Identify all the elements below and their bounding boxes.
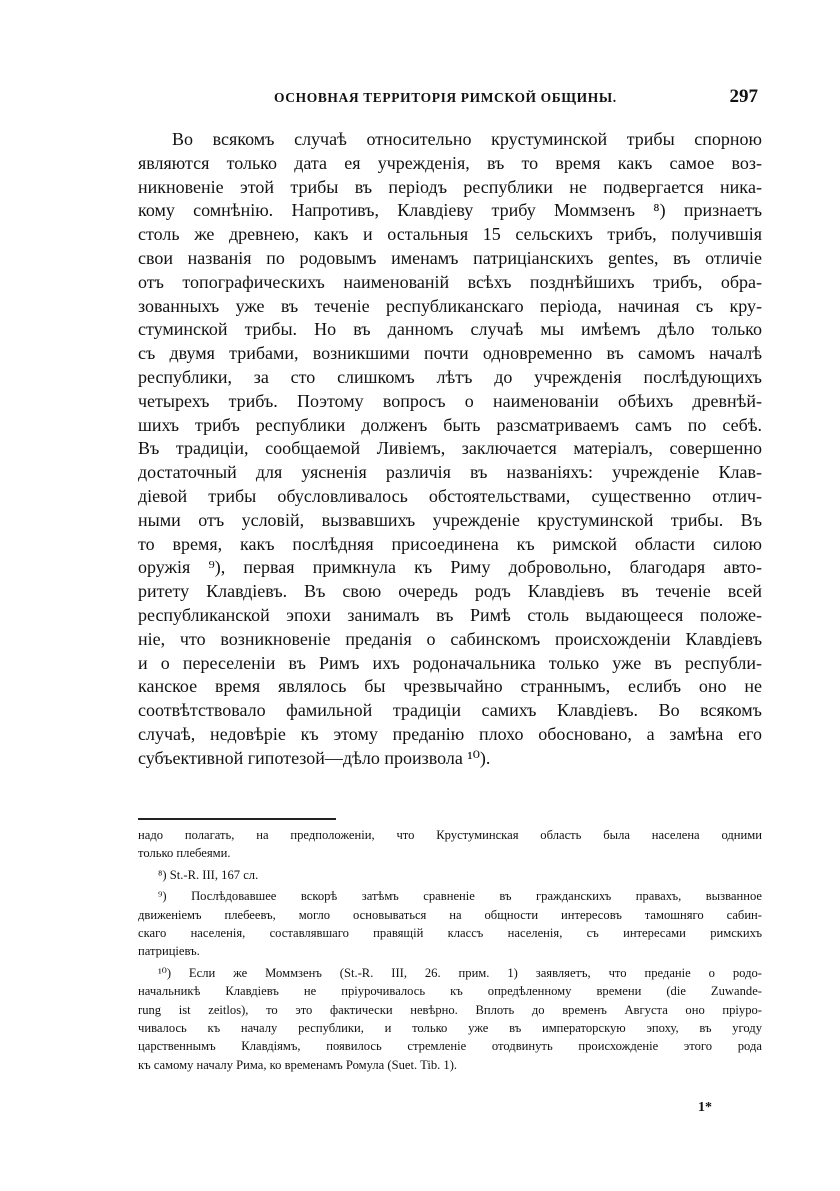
footnotes-block — [138, 826, 762, 1074]
body-line: канское время являлось бы чрезвычайно страннымъ, еслибъ оно не — [138, 676, 762, 697]
running-title: ОСНОВНАЯ ТЕРРИТОРІЯ РИМСКОЙ ОБЩИНЫ. — [274, 90, 617, 105]
footnote-9: ⁹) Послѣдовавшее вскорѣ затѣмъ сравненіе въ гражданскихъ правахъ, вызванное — [158, 889, 762, 904]
body-line: оружія ⁹), первая примкнула къ Риму добровольно, благодаря авто- — [138, 557, 762, 578]
body-line: ритету Клавдіевъ. Въ свою очередь родъ Клавдіевъ въ теченіе всей — [138, 581, 762, 602]
body-line: съ двумя трибами, возникшими почти одновременно въ самомъ началѣ — [138, 343, 762, 364]
footnote-line: царственнымъ Клавдіямъ, появилось стремленіе отодвинуть происхожденіе этого рода — [138, 1039, 762, 1054]
body-line: ными отъ условій, вызвавшихъ учрежденіе крустуминской трибы. Въ — [138, 509, 762, 530]
body-line: отъ топографическихъ наименованій всѣхъ позднѣйшихъ трибъ, обра- — [138, 271, 762, 292]
footnote-line: только плебеями. — [138, 846, 231, 861]
body-line: Во всякомъ случаѣ относительно крустуминской трибы спорною — [172, 129, 762, 149]
body-line: никновеніе этой трибы въ періодъ республики не подвергается никa- — [138, 176, 762, 197]
main-paragraph — [138, 128, 762, 771]
footnote-10: ¹⁰) Если же Моммзенъ (St.-R. III, 26. прим. 1) заявляетъ, что преданіе о родо- — [158, 965, 762, 980]
body-line: столь же древнею, какъ и остальныя 15 сельскихъ трибъ, получившія — [138, 224, 762, 245]
body-line: достаточный для уясненія различія въ названіяхъ: учрежденіе Клав- — [138, 462, 762, 483]
body-line: шихъ трибъ республики долженъ быть разсматриваемъ самъ по себѣ. — [138, 414, 762, 435]
page-number: 297 — [729, 86, 758, 107]
signature-mark: 1* — [698, 1100, 712, 1115]
body-line: кому сомнѣнію. Напротивъ, Клавдіеву трибу Моммзенъ ⁸) признаетъ — [138, 200, 762, 221]
footnote-line: къ самому началу Рима, ко временамъ Ромула (Suet. Tib. 1). — [138, 1057, 458, 1072]
body-line: Въ традиціи, сообщаемой Ливіемъ, заключается матеріалъ, совершенно — [138, 438, 762, 459]
footnote-line: rung ist zeitlos), то это фактически невѣрно. Вплоть до временъ Августа оно пріуро- — [138, 1002, 762, 1017]
body-line: и о переселеніи въ Римъ ихъ родоначальника только уже въ республи- — [138, 652, 762, 673]
body-line: діевой трибы обусловливалось обстоятельствами, существенно отлич- — [138, 485, 762, 506]
body-line: ніе, что возникновеніе преданія о сабинскомъ происхожденіи Клавдіевъ — [138, 628, 762, 649]
body-line: республиканской эпохи занималъ въ Римѣ столь выдающееся положе- — [138, 604, 762, 625]
footnote-line: надо полагать, на предположеніи, что Крустуминская область была населена одними — [138, 828, 762, 842]
body-line: зованныхъ уже въ теченіе республиканскаго періода, начиная съ кру- — [138, 295, 762, 316]
body-line: свои названія по родовымъ именамъ патриціанскихъ gentes, въ отличіе — [138, 247, 762, 268]
body-line: случаѣ, недовѣріе къ этому преданію плохо обосновано, а замѣна его — [138, 723, 762, 744]
body-line: соотвѣтствовало фамильной традиціи самихъ Клавдіевъ. Во всякомъ — [138, 700, 762, 721]
footnote-line: начальникѣ Клавдіевъ не пріурочивалось къ опредѣленному времени (die Zuwande- — [138, 984, 762, 999]
body-line: то время, какъ послѣдняя присоединена къ римской области силою — [138, 533, 762, 554]
footnote-line: скаго населенія, составлявшаго правящій классъ населенія, съ интересами римскихъ — [138, 925, 762, 940]
body-line: республики, за сто слишкомъ лѣтъ до учрежденія послѣдующихъ — [138, 366, 762, 387]
running-header — [138, 86, 762, 112]
body-line: являются только дата ея учрежденія, въ то время какъ самое воз- — [138, 152, 762, 173]
body-line: субъективной гипотезой—дѣло произвола ¹⁰). — [138, 747, 491, 768]
body-line: стуминской трибы. Но въ данномъ случаѣ мы имѣемъ дѣло только — [138, 319, 762, 340]
footnote-line: патриціевъ. — [138, 944, 200, 959]
footnote-line: чивалось къ началу республики, и только уже въ императорскую эпоху, въ угоду — [138, 1020, 762, 1035]
footnote-8: ⁸) St.-R. III, 167 сл. — [158, 867, 259, 882]
footnote-divider — [138, 818, 336, 820]
footnote-line: движеніемъ плебеевъ, могло основываться на общности интересовъ тамошняго сабин- — [138, 907, 762, 922]
body-line: четырехъ трибъ. Поэтому вопросъ о наименованіи обѣихъ древнѣй- — [138, 390, 762, 411]
